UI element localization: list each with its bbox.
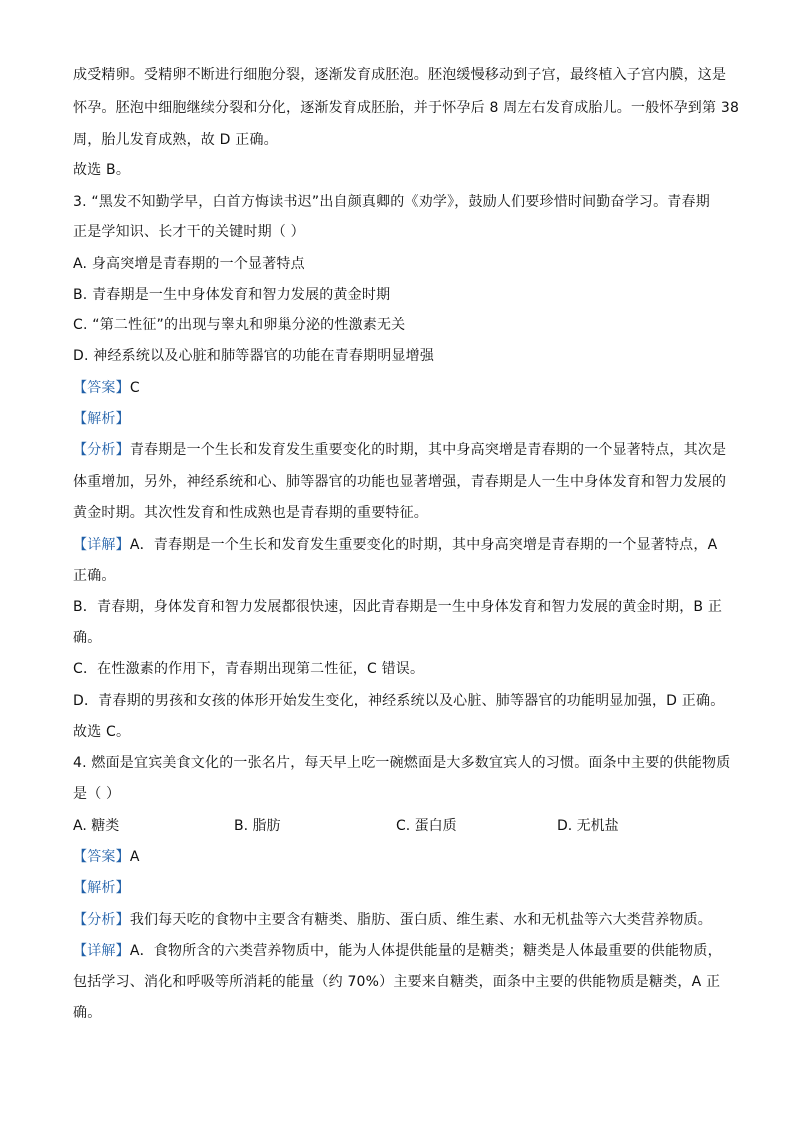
question-4-option-c: C. 蛋白质: [396, 818, 457, 834]
text-line: 成受精卵。受精卵不断进行细胞分裂，逐渐发育成胚泡。胚泡缓慢移动到子宫，最终植入子宫内膜，这是: [73, 67, 727, 83]
question-4-option-b: B. 脂肪: [234, 818, 281, 834]
answer-value: A: [129, 849, 140, 865]
question-4-option-d: D. 无机盐: [557, 818, 619, 834]
analysis-tag: 【解析】: [73, 880, 130, 896]
question-3-option-c: C. “第二性征”的出现与睾丸和卵巢分泌的性激素无关: [73, 317, 406, 333]
text-line: 确。: [73, 630, 102, 646]
question-3-analysis-heading: [73, 409, 130, 429]
fenxi-text: 青春期是一个生长和发育发生重要变化的时期，其中身高突增是青春期的一个显著特点，其次是: [129, 442, 727, 458]
question-4-stem: 4. 燃面是宜宾美食文化的一张名片，每天早上吃一碗燃面是大多数宜宾人的习惯。面条中主要的供能物质: [73, 755, 731, 771]
text-line: B．青春期，身体发育和智力发展都很快速，因此青春期是一生中身体发育和智力发展的黄金时期，B 正: [73, 599, 723, 615]
text-line: 包括学习、消化和呼吸等所消耗的能量（约 70%）主要来自糖类，面条中主要的供能物质是糖类，A 正: [73, 974, 721, 990]
question-4-stem: 是（ ）: [73, 786, 121, 802]
text-line: C．在性激素的作用下，青春期出现第二性征，C 错误。: [73, 661, 425, 677]
fenxi-tag: 【分析】: [73, 442, 130, 458]
text-line: 怀孕。胚泡中细胞继续分裂和分化，逐渐发育成胚胎，并于怀孕后 8 周左右发育成胎儿。一般怀孕到第 38: [73, 100, 740, 116]
text-line: D．青春期的男孩和女孩的体形开始发生变化，神经系统以及心脏、肺等器官的功能明显加强，D 正确。: [73, 693, 725, 709]
xiangjie-tag: 【详解】: [73, 537, 130, 553]
xiangjie-text: A．食物所含的六类营养物质中，能为人体提供能量的是糖类；糖类是人体最重要的供能物质，: [129, 943, 722, 959]
question-4-xiangjie: [73, 941, 722, 961]
answer-value: C: [129, 380, 140, 396]
text-line: 正确。: [73, 568, 116, 584]
question-3-stem: 3. “黑发不知勤学早，白首方悔读书迟”出自颜真卿的《劝学》，鼓励人们要珍惜时间勤奋学习。青春期: [73, 194, 710, 210]
text-line: 确。: [73, 1005, 102, 1021]
text-line: 周，胎儿发育成熟，故 D 正确。: [73, 132, 278, 148]
xiangjie-text: A．青春期是一个生长和发育发生重要变化的时期，其中身高突增是青春期的一个显著特点，A: [129, 537, 718, 553]
xiangjie-tag: 【详解】: [73, 943, 130, 959]
fenxi-text: 我们每天吃的食物中主要含有糖类、脂肪、蛋白质、维生素、水和无机盐等六大类营养物质。: [129, 912, 713, 928]
fenxi-tag: 【分析】: [73, 912, 130, 928]
question-3-stem: 正是学知识、长才干的关键时期（ ）: [73, 224, 305, 240]
text-line: 故选 C。: [73, 724, 131, 740]
question-4-fenxi: [73, 910, 712, 930]
answer-tag: 【答案】: [73, 380, 130, 396]
text-line: 体重增加，另外，神经系统和心、肺等器官的功能也显著增强，青春期是人一生中身体发育和智力发展的: [73, 474, 727, 490]
question-4-analysis-heading: [73, 878, 130, 898]
question-3-option-b: B. 青春期是一生中身体发育和智力发展的黄金时期: [73, 287, 391, 303]
question-3-option-a: A. 身高突增是青春期的一个显著特点: [73, 256, 305, 272]
text-line: 黄金时期。其次性发育和性成熟也是青春期的重要特征。: [73, 505, 428, 521]
answer-tag: 【答案】: [73, 849, 130, 865]
question-3-answer: [73, 378, 140, 398]
analysis-tag: 【解析】: [73, 411, 130, 427]
question-4-answer: [73, 847, 140, 867]
question-3-xiangjie: [73, 535, 717, 555]
text-line: 故选 B。: [73, 162, 131, 178]
question-3-fenxi: [73, 440, 726, 460]
question-4-option-a: A. 糖类: [73, 818, 120, 834]
question-3-option-d: D. 神经系统以及心脏和肺等器官的功能在青春期明显增强: [73, 348, 435, 364]
